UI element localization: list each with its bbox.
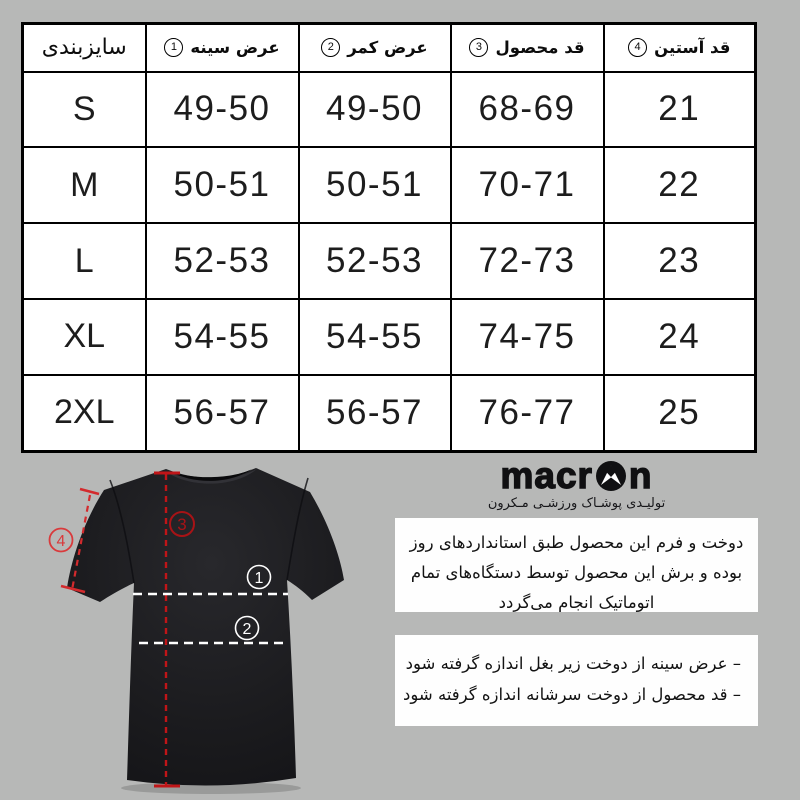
measurement-note-line: – قد محصول از دوخت سرشانه اندازه گرفته شود bbox=[403, 685, 741, 704]
production-note bbox=[395, 518, 758, 612]
production-note-line: دوخت و فرم این محصول طبق استانداردهای روز bbox=[409, 533, 744, 552]
circled-1-icon: 1 bbox=[164, 38, 183, 57]
chest-value: 49-50 bbox=[146, 72, 299, 148]
waist-value: 54-55 bbox=[299, 299, 451, 375]
header-length-label: قد محصول bbox=[495, 38, 585, 58]
chest-value: 54-55 bbox=[146, 299, 299, 375]
header-sizing bbox=[23, 24, 146, 72]
size-label: XL bbox=[23, 299, 146, 375]
tshirt-diagram bbox=[0, 460, 400, 800]
length-value: 68-69 bbox=[451, 72, 604, 148]
table-row-m bbox=[23, 147, 756, 223]
circled-3-icon: 3 bbox=[469, 38, 488, 57]
header-chest-label: عرض سینه bbox=[190, 38, 280, 58]
table-header-row bbox=[23, 24, 756, 72]
waist-value: 50-51 bbox=[299, 147, 451, 223]
measurement-note bbox=[395, 635, 758, 726]
header-sleeve-length bbox=[604, 24, 756, 72]
svg-text:1: 1 bbox=[254, 570, 264, 587]
table-row-xl bbox=[23, 299, 756, 375]
measurement-note-line: – عرض سینه از دوخت زیر بغل اندازه گرفته شود bbox=[405, 654, 741, 673]
sleeve-value: 24 bbox=[604, 299, 756, 375]
table-row-s bbox=[23, 72, 756, 148]
length-value: 70-71 bbox=[451, 147, 604, 223]
production-note-line: بوده و برش این محصول توسط دستگاه‌های تمام bbox=[410, 563, 743, 582]
production-note-line: اتوماتیک انجام می‌گردد bbox=[498, 593, 655, 612]
sleeve-value: 25 bbox=[604, 375, 756, 452]
waist-value: 49-50 bbox=[299, 72, 451, 148]
tshirt-shape bbox=[67, 468, 344, 786]
table-row-2xl bbox=[23, 375, 756, 452]
macron-logo bbox=[500, 457, 652, 494]
waist-value: 52-53 bbox=[299, 223, 451, 299]
svg-text:2: 2 bbox=[242, 621, 252, 638]
length-value: 74-75 bbox=[451, 299, 604, 375]
chest-value: 50-51 bbox=[146, 147, 299, 223]
circled-2-icon: 2 bbox=[321, 38, 340, 57]
size-label: 2XL bbox=[23, 375, 146, 452]
size-label: M bbox=[23, 147, 146, 223]
waist-value: 56-57 bbox=[299, 375, 451, 452]
header-waist-label: عرض کمر bbox=[347, 38, 428, 58]
chest-value: 56-57 bbox=[146, 375, 299, 452]
logo-text-start: macr bbox=[500, 455, 593, 496]
size-chart-table bbox=[21, 22, 757, 453]
header-waist-width bbox=[299, 24, 451, 72]
circled-4-icon: 4 bbox=[628, 38, 647, 57]
svg-text:3: 3 bbox=[177, 515, 187, 534]
size-label: S bbox=[23, 72, 146, 148]
sleeve-value: 23 bbox=[604, 223, 756, 299]
sleeve-value: 21 bbox=[604, 72, 756, 148]
header-sleeve-label: قد آستین bbox=[654, 38, 731, 58]
macron-emblem-icon bbox=[595, 460, 627, 492]
header-chest-width bbox=[146, 24, 299, 72]
sleeve-value: 22 bbox=[604, 147, 756, 223]
length-value: 72-73 bbox=[451, 223, 604, 299]
logo-text-end: n bbox=[628, 455, 653, 496]
header-sizing-label: سایزبندی bbox=[41, 35, 127, 61]
size-label: L bbox=[23, 223, 146, 299]
svg-text:4: 4 bbox=[56, 533, 66, 550]
brand-tagline: تولیـدی پوشـاک ورزشـی مـکرون bbox=[487, 496, 666, 511]
table-row-l bbox=[23, 223, 756, 299]
brand-block bbox=[395, 457, 758, 511]
length-value: 76-77 bbox=[451, 375, 604, 452]
chest-value: 52-53 bbox=[146, 223, 299, 299]
header-product-length bbox=[451, 24, 604, 72]
